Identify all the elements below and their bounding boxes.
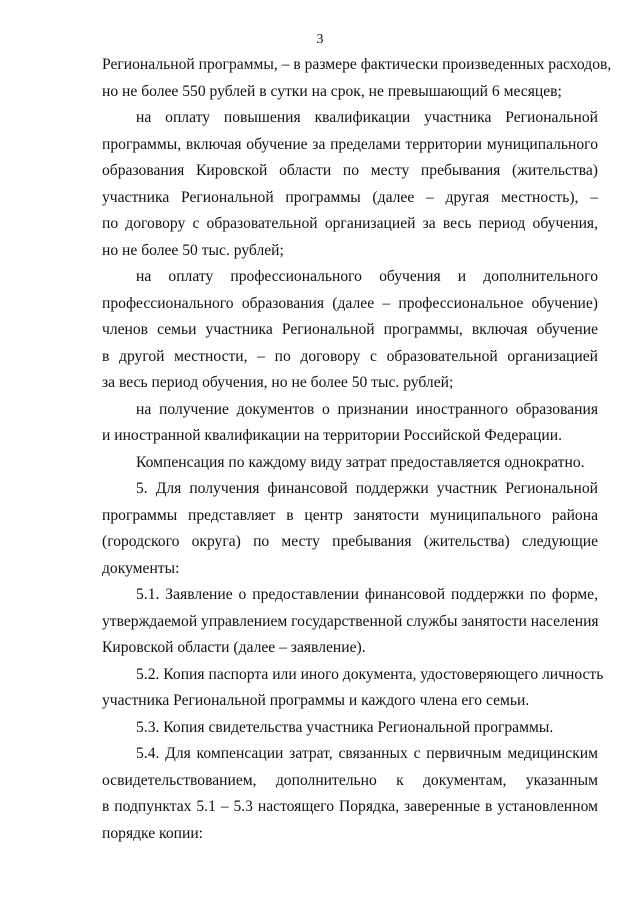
text-line: профессионального образования (далее – профессиональное обучение) (102, 294, 598, 312)
text-line: но не более 50 тыс. рублей; (102, 241, 284, 259)
page-number: 3 (316, 32, 324, 47)
text-line: на получение документов о признании иностранного образования (136, 400, 598, 418)
text-line: в другой местности, – по договору с образовательной организацией (102, 347, 598, 365)
text-line: документы: (102, 559, 180, 577)
text-line: участника Региональной программы и каждого члена его семьи. (102, 692, 530, 709)
text-line: за весь период обучения, но не более 50 тыс. рублей; (102, 374, 454, 391)
text-line: (городского округа) по месту пребывания (жительства) следующие (102, 533, 598, 550)
text-line: членов семьи участника Региональной программы, включая обучение (102, 321, 598, 338)
text-line: утверждаемой управлением государственной службы занятости населения (102, 612, 599, 630)
text-line: но не более 550 рублей в сутки на срок, не превышающий 6 месяцев; (102, 82, 562, 100)
text-line: порядке копии: (102, 824, 204, 842)
text-line: программы представляет в центр занятости муниципального района (102, 506, 598, 524)
text-line: образования Кировской области по месту пребывания (жительства) (102, 162, 598, 179)
text-line: программы, включая обучение за пределами территории муниципального (102, 135, 598, 153)
text-line: 5.1. Заявление о предоставлении финансовой поддержки по форме, (136, 586, 598, 603)
text-line: Кировской области (далее – заявление). (102, 639, 366, 656)
text-line: на оплату профессионального обучения и дополнительного (136, 268, 598, 285)
text-line: освидетельствованием, дополнительно к документам, указанным (102, 771, 598, 789)
text-line: на оплату повышения квалификации участника Региональной (136, 109, 598, 126)
text-line: Региональной программы, – в размере фактически произведенных расходов, (102, 56, 612, 73)
text-line: в подпунктах 5.1 – 5.3 настоящего Порядка, заверенные в установленном (102, 798, 598, 815)
text-line: участника Региональной программы (далее – другая местность), – (102, 188, 598, 206)
text-line: 5. Для получения финансовой поддержки участник Региональной (136, 480, 598, 497)
text-line: по договору с образовательной организацией за весь период обучения, (102, 215, 598, 232)
text-line: Компенсация по каждому виду затрат предоставляется однократно. (136, 453, 585, 471)
document-body (102, 52, 612, 847)
text-line: 5.3. Копия свидетельства участника Региональной программы. (136, 718, 554, 736)
text-line: 5.4. Для компенсации затрат, связанных с первичным медицинским (136, 745, 598, 762)
text-line: и иностранной квалификации на территории Российской Федерации. (102, 427, 562, 444)
text-line: 5.2. Копия паспорта или иного документа, удостоверяющего личность (136, 665, 604, 683)
